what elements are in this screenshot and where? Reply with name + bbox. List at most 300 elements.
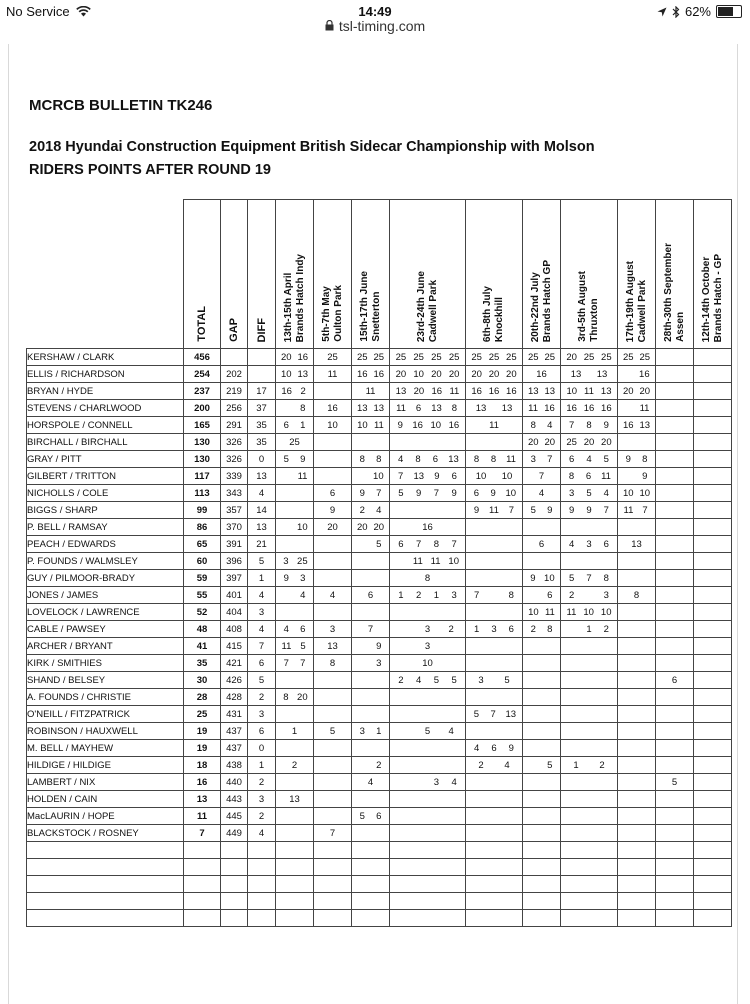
round-points — [694, 655, 732, 672]
race-points: 13 — [327, 640, 338, 652]
race-points: 25 — [471, 351, 482, 363]
round-points — [656, 587, 694, 604]
round-points — [466, 451, 523, 468]
race-points: 16 — [506, 385, 517, 397]
round-points — [276, 791, 314, 808]
race-points: 16 — [327, 402, 338, 414]
round-date: 6th-8th July — [482, 285, 493, 342]
race-points: 4 — [603, 487, 609, 499]
race-points — [399, 724, 408, 739]
empty-cell — [390, 876, 466, 893]
race-points: 7 — [642, 504, 648, 516]
round-points — [352, 655, 390, 672]
location-arrow-icon — [657, 7, 667, 17]
race-points: 6 — [603, 538, 609, 550]
round-points — [561, 417, 618, 434]
race-points: 9 — [603, 419, 609, 431]
rider-name: LOVELOCK / LAWRENCE — [27, 604, 184, 621]
round-points — [523, 485, 561, 502]
header-round-6 — [523, 200, 561, 349]
round-points — [656, 791, 694, 808]
race-points: 10 — [297, 521, 308, 533]
round-points — [466, 468, 523, 485]
empty-cell — [390, 910, 466, 927]
round-points — [276, 740, 314, 757]
rider-name: P. FOUNDS / WALMSLEY — [27, 553, 184, 570]
round-points — [694, 791, 732, 808]
table-row — [27, 723, 732, 740]
header-round-1 — [276, 200, 314, 349]
round-points — [523, 570, 561, 587]
race-points — [282, 401, 291, 416]
round-points — [390, 434, 466, 451]
race-points: 25 — [297, 555, 308, 567]
round-points — [390, 349, 466, 366]
race-points: 16 — [431, 385, 443, 397]
gap-value: 256 — [221, 400, 248, 417]
empty-cell — [27, 910, 184, 927]
race-points: 5 — [586, 487, 592, 499]
empty-cell — [27, 893, 184, 910]
empty-cell — [618, 893, 656, 910]
race-points: 9 — [508, 742, 514, 754]
round-points — [656, 434, 694, 451]
rider-name: KIRK / SMITHIES — [27, 655, 184, 672]
round-points — [618, 366, 656, 383]
round-points — [314, 468, 352, 485]
race-points: 20 — [431, 368, 442, 380]
round-points — [561, 570, 618, 587]
race-points: 7 — [508, 504, 515, 516]
round-points — [352, 519, 390, 536]
race-points: 25 — [566, 436, 577, 448]
round-points — [276, 451, 314, 468]
race-points: 10 — [422, 657, 433, 669]
round-points — [352, 808, 390, 825]
race-points: 7 — [547, 453, 553, 465]
round-points — [314, 740, 352, 757]
table-row — [27, 604, 732, 621]
round-points — [276, 655, 314, 672]
round-points — [561, 638, 618, 655]
race-points: 8 — [329, 657, 336, 669]
race-points: 3 — [283, 555, 289, 567]
round-points — [618, 451, 656, 468]
empty-cell — [248, 893, 276, 910]
race-points: 5 — [530, 504, 536, 516]
total-points: 41 — [184, 638, 221, 655]
diff-value: 4 — [248, 621, 276, 638]
empty-cell — [221, 859, 248, 876]
round-points — [656, 383, 694, 400]
total-points: 117 — [184, 468, 221, 485]
race-points: 11 — [449, 385, 460, 397]
diff-value: 5 — [248, 553, 276, 570]
gap-value: 438 — [221, 757, 248, 774]
round-points — [466, 638, 523, 655]
race-points: 8 — [633, 589, 640, 601]
round-points — [390, 400, 466, 417]
race-points: 16 — [583, 402, 595, 414]
round-points — [656, 655, 694, 672]
rider-name: NICHOLLS / COLE — [27, 485, 184, 502]
race-points: 20 — [566, 351, 577, 363]
race-points: 6 — [398, 538, 404, 550]
carrier-label: No Service — [6, 4, 70, 19]
round-points — [276, 536, 314, 553]
round-date: 28th-30th September — [662, 243, 674, 342]
round-points — [352, 638, 390, 655]
race-points: 25 — [622, 351, 634, 363]
race-points: 20 — [527, 436, 539, 448]
race-points: 8 — [568, 470, 575, 482]
round-points — [390, 825, 466, 842]
round-date: 15th-17th June — [358, 271, 370, 342]
race-points: 13 — [431, 402, 442, 414]
race-points: 10 — [373, 470, 384, 482]
round-points — [276, 366, 314, 383]
empty-row — [27, 893, 732, 910]
diff-value: 35 — [248, 434, 276, 451]
gap-value — [221, 349, 248, 366]
round-points — [390, 774, 466, 791]
empty-cell — [221, 842, 248, 859]
table-row — [27, 689, 732, 706]
race-points: 10 — [583, 606, 594, 618]
race-points: 16 — [373, 368, 385, 380]
status-right — [657, 4, 742, 19]
empty-cell — [27, 876, 184, 893]
race-points: 6 — [508, 623, 514, 635]
round-points — [618, 485, 656, 502]
round-points — [618, 706, 656, 723]
total-points: 55 — [184, 587, 221, 604]
race-points — [358, 758, 367, 773]
race-points: 4 — [504, 759, 510, 771]
round-points — [523, 655, 561, 672]
race-points: 16 — [536, 368, 547, 380]
race-points: 6 — [585, 470, 592, 482]
race-points: 9 — [329, 504, 336, 516]
round-venue: Oulton Park — [332, 285, 344, 342]
table-row — [27, 468, 732, 485]
round-venue: Cadwell Park — [427, 279, 439, 342]
diff-value: 13 — [248, 468, 276, 485]
round-points — [561, 672, 618, 689]
bulletin-title: MCRCB BULLETIN TK246 — [29, 97, 213, 114]
table-row — [27, 349, 732, 366]
round-points — [561, 553, 618, 570]
round-points — [466, 672, 523, 689]
gap-value: 404 — [221, 604, 248, 621]
round-points — [618, 468, 656, 485]
race-points: 9 — [434, 470, 440, 482]
round-points — [656, 366, 694, 383]
race-points: 7 — [433, 487, 440, 499]
round-points — [694, 434, 732, 451]
round-points — [390, 621, 466, 638]
round-points — [656, 451, 694, 468]
race-points: 11 — [639, 402, 650, 414]
round-points — [523, 638, 561, 655]
race-points: 4 — [283, 623, 289, 635]
empty-cell — [466, 842, 523, 859]
round-points — [390, 757, 466, 774]
race-points: 9 — [300, 453, 306, 465]
round-points — [694, 570, 732, 587]
race-points: 2 — [359, 504, 365, 516]
race-points: 16 — [488, 385, 500, 397]
race-points: 8 — [433, 538, 440, 550]
race-points: 25 — [601, 351, 612, 363]
race-points: 20 — [544, 436, 556, 448]
total-points: 254 — [184, 366, 221, 383]
empty-cell — [276, 910, 314, 927]
rider-name: PEACH / EDWARDS — [27, 536, 184, 553]
diff-value: 0 — [248, 451, 276, 468]
round-points — [390, 485, 466, 502]
race-points: 25 — [448, 351, 460, 363]
round-points — [561, 536, 618, 553]
total-points: 65 — [184, 536, 221, 553]
race-points: 1 — [573, 759, 579, 771]
rider-name: BLACKSTOCK / ROSNEY — [27, 825, 184, 842]
round-points — [352, 740, 390, 757]
race-points: 7 — [376, 487, 382, 499]
race-points: 4 — [538, 487, 545, 499]
empty-cell — [221, 910, 248, 927]
round-points — [390, 587, 466, 604]
race-points: 25 — [506, 351, 517, 363]
rider-name: GUY / PILMOOR-BRADY — [27, 570, 184, 587]
round-points — [656, 349, 694, 366]
total-points: 130 — [184, 451, 221, 468]
round-points — [466, 808, 523, 825]
round-points — [523, 825, 561, 842]
round-points — [618, 689, 656, 706]
total-points: 200 — [184, 400, 221, 417]
round-venue: Snetterton — [370, 292, 382, 342]
gap-value: 443 — [221, 791, 248, 808]
empty-cell — [694, 910, 732, 927]
round-points — [276, 485, 314, 502]
round-points — [561, 468, 618, 485]
round-points — [314, 791, 352, 808]
table-row — [27, 825, 732, 842]
empty-cell — [221, 876, 248, 893]
empty-cell — [390, 842, 466, 859]
race-points: 4 — [586, 453, 592, 465]
race-points — [358, 537, 367, 552]
race-points: 4 — [415, 674, 422, 686]
round-points — [314, 723, 352, 740]
race-points: 5 — [451, 674, 457, 686]
round-points — [618, 757, 656, 774]
round-points — [276, 587, 314, 604]
round-points — [466, 774, 523, 791]
round-points — [618, 349, 656, 366]
round-points — [694, 689, 732, 706]
empty-row — [27, 842, 732, 859]
race-points: 3 — [424, 623, 431, 635]
empty-cell — [221, 893, 248, 910]
round-points — [656, 570, 694, 587]
round-points — [466, 485, 523, 502]
round-points — [618, 638, 656, 655]
race-points: 5 — [376, 538, 382, 550]
round-points — [618, 587, 656, 604]
table-row — [27, 587, 732, 604]
race-points — [396, 775, 405, 790]
round-venue: Brands Hatch GP — [541, 259, 553, 342]
round-points — [561, 808, 618, 825]
total-points: 52 — [184, 604, 221, 621]
round-points — [656, 519, 694, 536]
round-points — [561, 825, 618, 842]
round-points — [466, 553, 523, 570]
total-points: 18 — [184, 757, 221, 774]
round-points — [314, 519, 352, 536]
race-points: 9 — [359, 487, 365, 499]
race-points: 4 — [367, 776, 374, 788]
round-venue: Brands Hatch - GP — [712, 253, 724, 342]
round-points — [694, 706, 732, 723]
race-points — [282, 588, 291, 603]
round-points — [352, 349, 390, 366]
gap-value: 396 — [221, 553, 248, 570]
round-points — [523, 553, 561, 570]
empty-cell — [314, 842, 352, 859]
header-total: TOTAL — [184, 200, 221, 349]
race-points: 3 — [376, 657, 382, 669]
round-points — [656, 604, 694, 621]
round-points — [466, 723, 523, 740]
empty-cell — [656, 910, 694, 927]
race-points: 13 — [289, 793, 300, 805]
points-table — [26, 199, 732, 927]
round-points — [466, 604, 523, 621]
round-points — [352, 621, 390, 638]
round-points — [466, 689, 523, 706]
table-row — [27, 519, 732, 536]
round-points — [561, 706, 618, 723]
round-points — [561, 791, 618, 808]
race-points: 13 — [356, 402, 368, 414]
race-points: 16 — [297, 351, 309, 363]
header-name — [27, 200, 184, 349]
race-points: 7 — [398, 470, 404, 482]
header-round-9 — [656, 200, 694, 349]
diff-value: 6 — [248, 723, 276, 740]
round-points — [694, 553, 732, 570]
race-points: 13 — [570, 368, 582, 380]
round-points — [694, 604, 732, 621]
empty-cell — [523, 876, 561, 893]
round-points — [466, 502, 523, 519]
diff-value: 0 — [248, 740, 276, 757]
race-points: 20 — [601, 436, 612, 448]
empty-cell — [276, 842, 314, 859]
round-points — [618, 740, 656, 757]
round-points — [561, 723, 618, 740]
rider-name: HILDIGE / HILDIGE — [27, 757, 184, 774]
round-points — [352, 485, 390, 502]
race-points: 5 — [398, 487, 404, 499]
race-points: 2 — [478, 759, 484, 771]
race-points: 9 — [415, 487, 422, 499]
round-points — [694, 400, 732, 417]
round-points — [466, 383, 523, 400]
race-points: 11 — [489, 419, 499, 431]
race-points — [529, 588, 538, 603]
race-points: 11 — [412, 555, 423, 567]
race-points — [396, 554, 405, 569]
race-points: 3 — [530, 453, 536, 465]
round-points — [618, 825, 656, 842]
rider-name: STEVENS / CHARLWOOD — [27, 400, 184, 417]
empty-cell — [390, 893, 466, 910]
gap-value: 370 — [221, 519, 248, 536]
total-points: 13 — [184, 791, 221, 808]
round-points — [618, 791, 656, 808]
empty-cell — [561, 910, 618, 927]
table-row — [27, 366, 732, 383]
round-points — [656, 621, 694, 638]
empty-cell — [618, 859, 656, 876]
round-points — [352, 570, 390, 587]
total-points: 99 — [184, 502, 221, 519]
race-points: 11 — [601, 470, 611, 482]
gap-value: 326 — [221, 434, 248, 451]
table-row — [27, 774, 732, 791]
table-row — [27, 638, 732, 655]
address-bar[interactable] — [0, 18, 750, 40]
round-points — [276, 502, 314, 519]
race-points: 9 — [530, 572, 536, 584]
diff-value: 5 — [248, 672, 276, 689]
round-points — [390, 638, 466, 655]
round-points — [694, 502, 732, 519]
diff-value: 14 — [248, 502, 276, 519]
race-points: 6 — [547, 589, 553, 601]
empty-cell — [656, 893, 694, 910]
battery-percent: 62% — [684, 4, 711, 19]
table-row — [27, 706, 732, 723]
round-points — [390, 366, 466, 383]
table-row — [27, 485, 732, 502]
race-points: 3 — [586, 538, 592, 550]
round-venue: Cadwell Park — [636, 279, 648, 342]
race-points: 4 — [300, 589, 306, 601]
round-points — [523, 757, 561, 774]
race-points: 10 — [501, 470, 513, 482]
round-points — [390, 723, 466, 740]
race-points: 20 — [448, 368, 460, 380]
race-points: 2 — [603, 623, 609, 635]
total-points: 19 — [184, 740, 221, 757]
lock-icon — [325, 20, 334, 31]
race-points: 25 — [544, 351, 556, 363]
diff-value: 13 — [248, 519, 276, 536]
round-points — [390, 570, 466, 587]
race-points: 16 — [566, 402, 577, 414]
round-points — [314, 400, 352, 417]
round-points — [694, 621, 732, 638]
round-points — [523, 774, 561, 791]
round-points — [561, 366, 618, 383]
empty-cell — [561, 893, 618, 910]
race-points: 9 — [569, 504, 575, 516]
